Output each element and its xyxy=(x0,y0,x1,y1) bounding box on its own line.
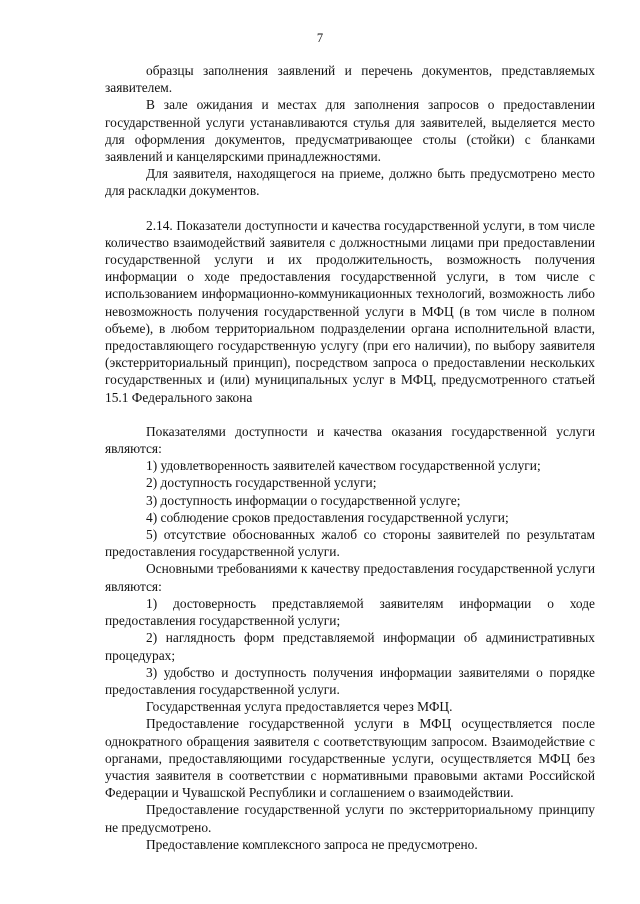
paragraph-complex-request: Предоставление комплексного запроса не предусмотрено. xyxy=(146,836,478,852)
paragraph-gap xyxy=(105,406,595,423)
paragraph-mfc-provision: Государственная услуга предоставляется через МФЦ. xyxy=(146,699,453,715)
document-body xyxy=(105,62,595,853)
section-2-14-heading: 2.14. Показатели доступности и качества государственной услуги, в том числе количество взаимодействий заявителя с должностными лицами при предоставлении государственной услуги и их продолжительность, возможность получения информации о ходе предоставления государственной услуги, в том числе с использованием информационно-коммуникационных технологий, возможность либо невозможность получения государственной услуги в МФЦ (в том числе в полном объеме), в любом территориальном подразделении органа исполнительной власти, предоставляющего государственную услугу (при его наличии), по выбору заявителя (экстерриториальный принцип), посредством запроса о предоставлении нескольких государственных и (или) муниципальных услуг в МФЦ, предусмотренного статьей 15.1 Федерального закона xyxy=(105,217,595,405)
page-number: 7 xyxy=(316,31,324,45)
indicator-item-3: 3) доступность информации о государственной услуге; xyxy=(146,492,461,508)
requirement-item-2: 2) наглядность форм представляемой информации об административных процедурах; xyxy=(105,630,595,663)
indicator-item-5: 5) отсутствие обоснованных жалоб со стороны заявителей по результатам предоставления государственной услуги. xyxy=(105,527,595,560)
paragraph-sample-forms: образцы заполнения заявлений и перечень документов, представляемых заявителем. xyxy=(105,63,595,96)
paragraph-requirements-intro: Основными требованиями к качеству предоставления государственной услуги являются: xyxy=(105,561,595,594)
paragraph-indicators-intro: Показателями доступности и качества оказания государственной услуги являются: xyxy=(105,423,595,457)
requirement-item-1: 1) достоверность представляемой заявителям информации о ходе предоставления государственной услуги; xyxy=(105,595,595,629)
paragraph-waiting-hall: В зале ожидания и местах для заполнения запросов о предоставлении государственной услуги устанавливаются стулья для заявителей, выделяется место для оформления документов, предусматривающее столы (стойки) с бланками заявлений и канцелярскими принадлежностями. xyxy=(105,97,595,165)
requirement-item-3: 3) удобство и доступность получения информации заявителями о порядке предоставления государственной услуги. xyxy=(105,664,595,697)
paragraph-extraterritorial: Предоставление государственной услуги по экстерриториальному принципу не предусмотрено. xyxy=(105,802,595,835)
paragraph-mfc-interaction: Предоставление государственной услуги в МФЦ осуществляется после однократного обращения заявителя с соответствующим запросом. Взаимодействие с органами, предоставляющими государственные услуги, осуществляется МФЦ без участия заявителя в соответствии с нормативными правовыми актами Российской Федерации и Чувашской Республики и соглашением о взаимодействии. xyxy=(105,716,595,801)
indicator-item-2: 2) доступность государственной услуги; xyxy=(146,475,377,491)
paragraph-document-space: Для заявителя, находящегося на приеме, должно быть предусмотрено место для раскладки документов. xyxy=(105,166,595,199)
paragraph-gap xyxy=(105,200,595,217)
indicator-item-1: 1) удовлетворенность заявителей качеством государственной услуги; xyxy=(146,458,541,474)
indicator-item-4: 4) соблюдение сроков предоставления государственной услуги; xyxy=(146,509,509,525)
